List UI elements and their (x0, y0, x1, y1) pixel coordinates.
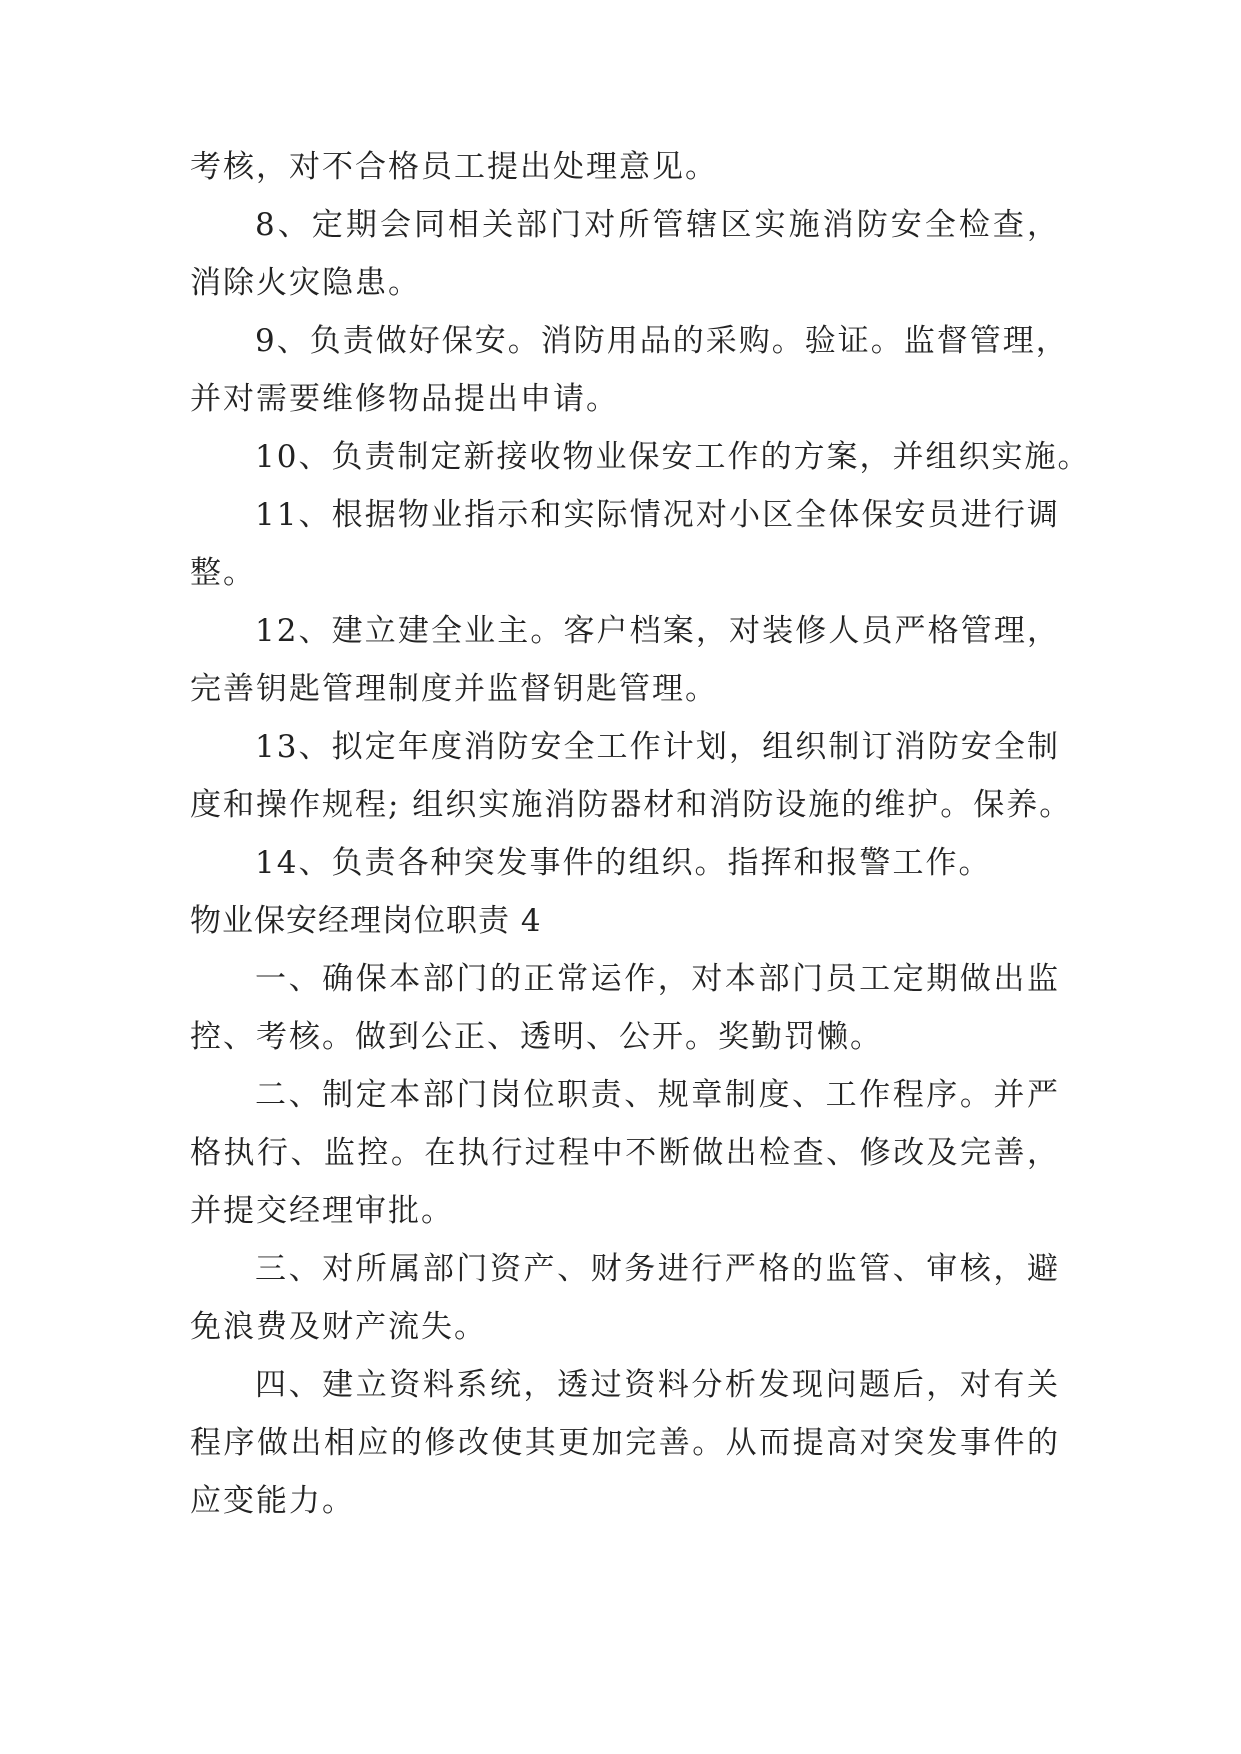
text-line: 10、负责制定新接收物业保安工作的方案，并组织实施。 (255, 439, 1091, 475)
text-line: 四、建立资料系统，透过资料分析发现问题后，对有关 (255, 1367, 1060, 1403)
text-line: 一、确保本部门的正常运作，对本部门员工定期做出监 (255, 961, 1060, 997)
text-line: 11、根据物业指示和实际情况对小区全体保安员进行调 (255, 497, 1060, 533)
text-line: 9、负责做好保安。消防用品的采购。验证。监督管理， (255, 323, 1069, 359)
text-line: 度和操作规程; 组织实施消防器材和消防设施的维护。保养。 (190, 787, 1073, 823)
text-line: 控、考核。做到公正、透明、公开。奖勤罚懒。 (190, 1019, 883, 1055)
text-line: 格执行、监控。在执行过程中不断做出检查、修改及完善， (190, 1135, 1060, 1171)
text-line: 应变能力。 (190, 1483, 355, 1519)
text-line: 并提交经理审批。 (190, 1193, 454, 1229)
text-line: 12、建立建全业主。客户档案，对装修人员严格管理， (255, 613, 1060, 649)
text-line: 13、拟定年度消防安全工作计划，组织制订消防安全制 (255, 729, 1060, 765)
text-line: 三、对所属部门资产、财务进行严格的监管、审核，避 (255, 1251, 1060, 1287)
text-line: 14、负责各种突发事件的组织。指挥和报警工作。 (255, 845, 992, 881)
text-line: 程序做出相应的修改使其更加完善。从而提高对突发事件的 (190, 1425, 1060, 1461)
text-line: 8、定期会同相关部门对所管辖区实施消防安全检查， (255, 207, 1060, 243)
text-line: 整。 (190, 555, 256, 591)
text-line: 免浪费及财产流失。 (190, 1309, 487, 1345)
section-heading: 物业保安经理岗位职责 4 (190, 903, 542, 939)
text-line: 完善钥匙管理制度并监督钥匙管理。 (190, 671, 718, 707)
text-line: 并对需要维修物品提出申请。 (190, 381, 619, 417)
text-line: 考核，对不合格员工提出处理意见。 (190, 149, 718, 185)
text-line: 二、制定本部门岗位职责、规章制度、工作程序。并严 (255, 1077, 1060, 1113)
text-line: 消除火灾隐患。 (190, 265, 421, 301)
